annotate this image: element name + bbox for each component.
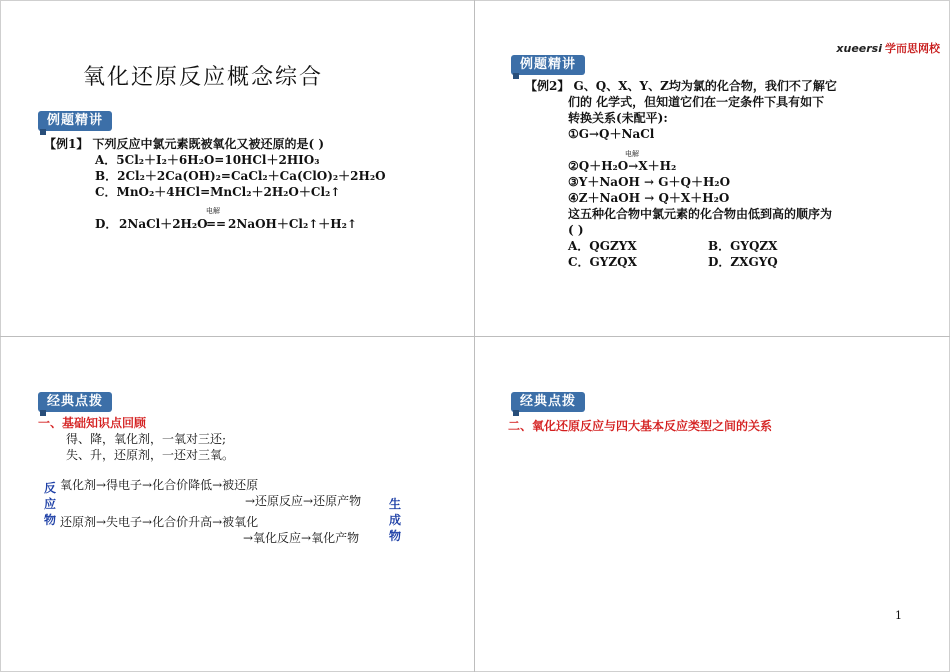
product-label-1: 生: [389, 497, 402, 511]
reactant-label-3: 物: [44, 513, 57, 527]
brand-logo: [836, 40, 940, 56]
option-a: A．5Cl₂＋I₂＋6H₂O=10HCl＋2HIO₃: [95, 153, 320, 167]
mnemonic-line-1: 得、降，氧化剂，一氧对三还;: [66, 432, 227, 446]
option-c: C．MnO₂＋4HCl=MnCl₂＋2H₂O＋Cl₂↑: [95, 185, 341, 199]
product-label-3: 物: [389, 529, 402, 543]
equation-4: ④Z＋NaOH → Q＋X＋H₂O: [568, 191, 730, 205]
question-2-line-4: 这五种化合物中氯元素的化合物由低到高的顺序为: [568, 207, 833, 221]
example-badge: 例题精讲: [511, 55, 585, 75]
slide-3: [0, 337, 474, 672]
slide-4: [475, 337, 950, 672]
reactant-label-2: 应: [44, 497, 57, 511]
tips-badge: 经典点拨: [511, 392, 585, 412]
slide-2: [475, 0, 950, 336]
electrolysis-condition: 电解: [206, 207, 220, 215]
option-c: C．GYZQX: [568, 255, 637, 269]
option-a: A．QGZYX: [568, 239, 637, 253]
reduction-chain: →还原反应→还原产物: [245, 494, 362, 508]
question-2-line-2: 们的 化学式，但知道它们在一定条件下具有如下: [568, 95, 825, 109]
slide-1: [0, 0, 474, 336]
page-title: 氧化还原反应概念综合: [83, 65, 324, 90]
section-heading: 二、氧化还原反应与四大基本反应类型之间的关系: [508, 419, 773, 433]
question-2-line-1: 【例2】 G、Q、X、Y、Z均为氯的化合物，我们不了解它: [525, 79, 837, 93]
example-badge: 例题精讲: [38, 111, 112, 131]
option-b: B．2Cl₂＋2Ca(OH)₂=CaCl₂＋Ca(ClO)₂＋2H₂O: [95, 169, 386, 183]
equals-sign: ==: [206, 217, 227, 231]
reductant-chain: 还原剂→失电子→化合价升高→被氧化: [60, 515, 259, 529]
answer-parentheses: ( ): [568, 223, 584, 237]
product-label-2: 成: [389, 513, 402, 527]
equation-2: ②Q＋H₂O→X＋H₂: [568, 159, 677, 173]
logo-text-cn: 学而思网校: [885, 42, 940, 55]
question-2-line-3: 转换关系(未配平):: [568, 111, 668, 125]
tips-badge: 经典点拨: [38, 392, 112, 412]
page-number: 1: [895, 609, 902, 622]
oxidant-chain: 氧化剂→得电子→化合价降低→被还原: [60, 478, 259, 492]
question-1: 【例1】 下列反应中氯元素既被氧化又被还原的是( ): [44, 137, 325, 151]
oxidation-chain: →氧化反应→氧化产物: [243, 531, 360, 545]
equation-1: ①G→Q＋NaCl: [568, 127, 655, 141]
equation-3: ③Y＋NaOH → G＋Q＋H₂O: [568, 175, 731, 189]
section-heading: 一、基础知识点回顾: [38, 416, 147, 430]
option-d-label: D．: [95, 217, 118, 231]
electrolysis-condition: 电解: [625, 150, 639, 158]
option-d-products: 2NaOH＋Cl₂↑＋H₂↑: [228, 217, 357, 231]
logo-text-en: xueersi: [836, 42, 882, 55]
mnemonic-line-2: 失、升，还原剂，一还对三氧。: [66, 448, 235, 462]
option-d-reactants: 2NaCl＋2H₂O: [119, 217, 208, 231]
option-b: B．GYQZX: [708, 239, 778, 253]
reactant-label-1: 反: [44, 481, 57, 495]
option-d: D．ZXGYQ: [708, 255, 778, 269]
